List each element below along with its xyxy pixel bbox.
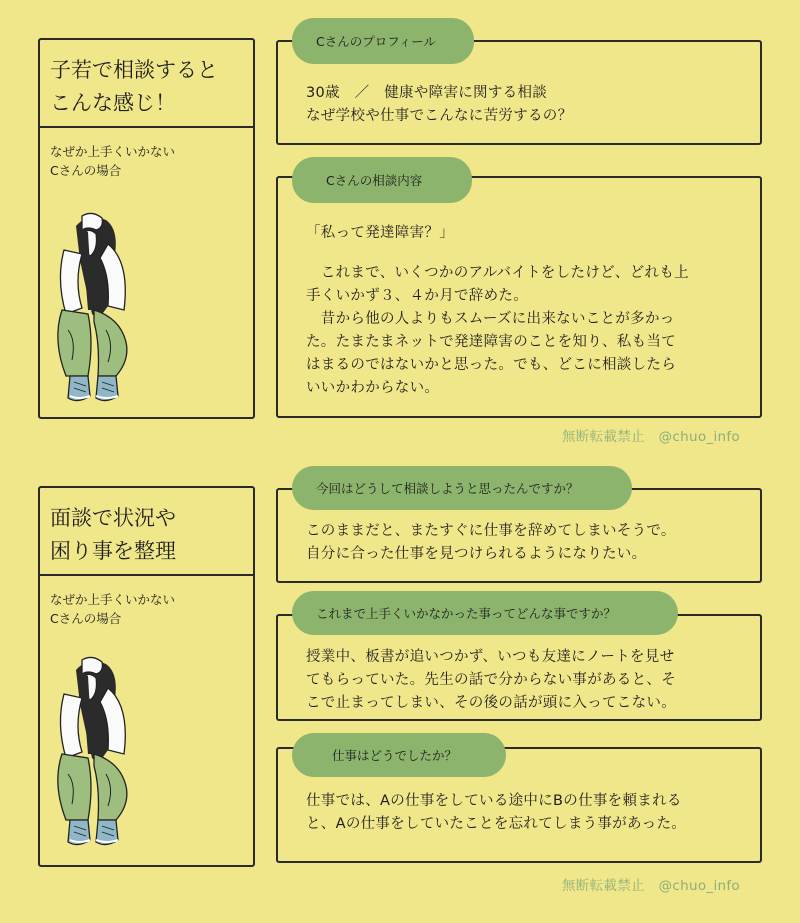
- section2-subtitle-line1: なぜか上手くいかない: [50, 592, 176, 607]
- consult-line: はまるのではないかと思った。でも、どこに相談したら: [306, 357, 676, 373]
- q3-label: 仕事はどうでしたか？: [292, 733, 506, 777]
- section1-title: [40, 40, 253, 128]
- profile-line2: なぜ学校や仕事でこんなに苦労するの？: [306, 108, 573, 124]
- q2-label: これまで上手くいかなかった事ってどんな事ですか？: [292, 591, 678, 635]
- watermark: 無断転載禁止 @chuo_info: [562, 429, 740, 445]
- consult-content: [306, 222, 689, 400]
- section1-title-line2: こんな感じ！: [50, 91, 176, 115]
- consult-label: Cさんの相談内容: [292, 157, 472, 203]
- q3-line: と、Aの仕事をしていたことを忘れてしまう事があった。: [306, 816, 687, 832]
- distressed-person-illustration: [48, 654, 144, 854]
- consult-line: いいかわからない。: [306, 380, 440, 396]
- section2-subtitle-line2: Cさんの場合: [50, 611, 122, 626]
- section2-subtitle: [40, 576, 253, 628]
- consult-line: 昔から他の人よりもスムーズに出来ないことが多かっ: [306, 311, 675, 327]
- section1-subtitle: [40, 128, 253, 180]
- q3-line: 仕事では、Aの仕事をしている途中にBの仕事を頼まれる: [306, 793, 682, 809]
- distressed-person-illustration: [48, 210, 144, 410]
- q3-content: [306, 790, 686, 836]
- profile-label: Cさんのプロフィール: [292, 18, 474, 64]
- section2-title-line2: 困り事を整理: [50, 539, 176, 563]
- q2-line: こで止まってしまい、その後の話が頭に入ってこない。: [306, 695, 676, 711]
- q2-content: [306, 646, 676, 715]
- q1-content: [306, 520, 676, 566]
- section1-subtitle-line1: なぜか上手くいかない: [50, 144, 176, 159]
- watermark: 無断転載禁止 @chuo_info: [562, 878, 740, 894]
- section2-title-line1: 面談で状況や: [50, 506, 176, 530]
- section1-subtitle-line2: Cさんの場合: [50, 163, 122, 178]
- q2-line: てもらっていた。先生の話で分からない事があると、そ: [306, 672, 676, 688]
- consult-quote: 「私って発達障害？」: [306, 225, 454, 241]
- profile-content: [306, 82, 572, 128]
- q1-line: 自分に合った仕事を見つけられるようになりたい。: [306, 546, 647, 562]
- consult-line: た。たまたまネットで発達障害のことを知り、私も当て: [306, 334, 676, 350]
- section1-title-line1: 子若で相談すると: [50, 58, 218, 82]
- q1-label: 今回はどうして相談しようと思ったんですか？: [292, 466, 632, 510]
- q2-line: 授業中、板書が追いつかず、いつも友達にノートを見せ: [306, 649, 675, 665]
- section2-title: [40, 488, 253, 576]
- q1-line: このままだと、またすぐに仕事を辞めてしまいそうで。: [306, 523, 676, 539]
- profile-line1: 30歳 ／ 健康や障害に関する相談: [306, 85, 548, 101]
- consult-line: 手くいかず３、４か月で辞めた。: [306, 288, 528, 304]
- consult-line: これまで、いくつかのアルバイトをしたけど、どれも上: [306, 265, 689, 281]
